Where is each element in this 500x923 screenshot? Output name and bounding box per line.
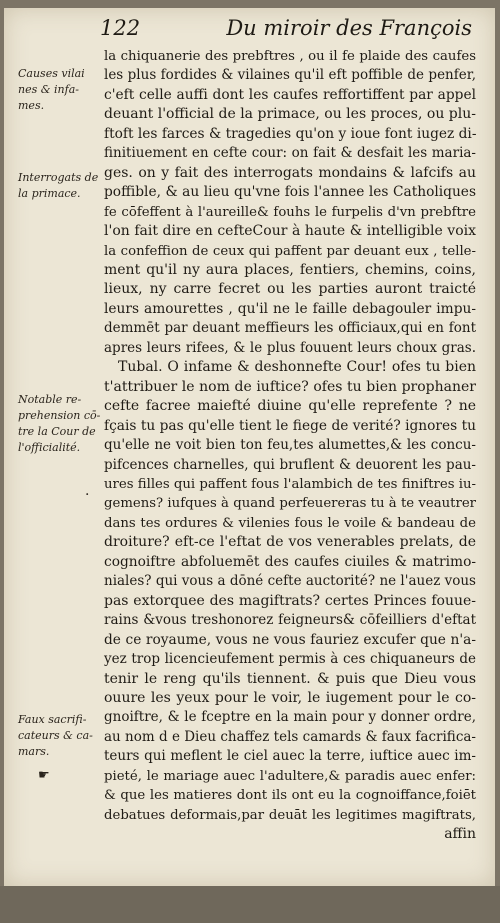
page-header [100, 14, 472, 44]
text-line: la confeffion de ceux qui paffent par deuant eux , telle- [104, 243, 476, 259]
text-line: pifcences charnelles, qui bruflent & deuorent les pau- [104, 456, 476, 473]
scan-background [0, 886, 500, 923]
marginal-line: prehension cō- [18, 409, 101, 422]
marginal-line: mars. [18, 745, 50, 758]
text-line: c'eft celle auffi dont les caufes reffortiffent par appel [104, 86, 476, 103]
text-line: qu'elle ne voit bien ton feu,tes alumettes,& les concu- [104, 437, 476, 454]
marginal-note-causes [18, 66, 104, 114]
margin-dot: · [85, 487, 90, 503]
catchword: affin [444, 826, 476, 843]
text-line: gnoiftre, & le fceptre en la main pour y donner ordre, [104, 709, 476, 726]
marginal-line: nes & infa- [18, 83, 79, 96]
page-number: 122 [100, 16, 141, 40]
marginal-line: Notable re- [18, 393, 82, 406]
text-line: yez trop licencieufement permis à ces chiquaneurs de [104, 651, 476, 668]
text-line: ouure les yeux pour le voir, le iugement pour le co- [104, 689, 476, 706]
text-line: ures filles qui paffent fous l'alambich de tes finiftres iu- [104, 476, 476, 492]
text-line: fe cōfeffent à l'aureille& fouhs le furpelis d'vn prebftre [104, 204, 476, 220]
text-line: cognoiftre abfoluemēt des caufes ciuiles & matrimo- [104, 553, 476, 570]
text-line: l'on fait dire en cefteCour à haute & intelligible voix [104, 223, 476, 240]
body-text [104, 47, 476, 845]
text-line: ftoft les farces & tragedies qu'on y ioue font iugez di- [104, 125, 477, 142]
text-line: debatues deformais,par deuāt les legitimes magiftrats, [104, 807, 476, 823]
marginal-line: mes. [18, 99, 45, 112]
text-line: les plus fordides & vilaines qu'il eft poffible de penfer, [104, 67, 476, 84]
marginal-line: cateurs & ca- [18, 729, 93, 742]
text-line: poffible, & au lieu qu'vne fois l'annee les Catholiques [104, 184, 476, 201]
text-line: Tubal. O infame & deshonnefte Cour! ofes tu bien [118, 359, 476, 376]
text-line: demmēt par deuant meffieurs les officiaux,qui en font [104, 320, 476, 337]
marginal-line: l'officialité. [18, 441, 81, 454]
marginal-line: Causes vilai [18, 67, 85, 80]
marginal-note-interrogats [18, 170, 104, 202]
text-line: & que les matieres dont ils ont eu la cognoiffance,foiēt [104, 788, 476, 804]
pointing-hand-icon: ☛ [38, 768, 50, 783]
text-line: ment qu'il ny aura places, fentiers, chemins, coins, [104, 261, 476, 278]
text-line: dans tes ordures & vilenies fous le voile & bandeau de [104, 515, 476, 531]
marginal-line: Interrogats de [18, 171, 99, 184]
text-line: niales? qui vous a dōné cefte auctorité? ne l'auez vous [104, 573, 476, 590]
marginal-line: la primace. [18, 187, 81, 200]
text-line: finitiuement en cefte cour: on fait & desfait les maria- [104, 145, 476, 162]
marginal-note-faux-sacrificateurs [18, 712, 104, 760]
text-line: pieté, le mariage auec l'adultere,& paradis auec enfer: [104, 768, 476, 784]
text-line: droiture? eft-ce l'eftat de vos venerables prelats, de [104, 534, 476, 551]
text-line: fçais tu pas qu'elle tient le fiege de verité? ignores tu [104, 417, 476, 434]
text-line: gemens? iufques à quand perfeuereras tu à te veautrer [104, 496, 476, 512]
text-line: rains &vous treshonorez feigneurs& cōfeilliers d'eftat [104, 612, 476, 629]
text-line: au nom d e Dieu chaffez tels camards & faux facrifica- [104, 728, 476, 745]
marginal-line: tre la Cour de [18, 425, 96, 438]
marginal-note-reprehension [18, 392, 104, 456]
text-line: pas extorquee des magiftrats? certes Princes fouue- [104, 592, 476, 609]
text-line: ges. on y fait des interrogats mondains & lafcifs au [104, 164, 476, 181]
text-line: la chiquanerie des prebftres , ou il fe plaide des caufes [104, 49, 476, 64]
text-line: de ce royaume, vous ne vous fauriez excufer que n'a- [104, 631, 476, 648]
running-title: Du miroir des François [226, 16, 472, 40]
text-line: deuant l'official de la primace, ou les proces, ou plu- [104, 106, 476, 123]
text-line: tenir le reng qu'ils tiennent. & puis que Dieu vous [104, 670, 476, 687]
text-line: lieux, ny carre fecret ou les parties auront traicté [104, 281, 476, 298]
text-line: cefte facree maiefté diuine qu'elle reprefente ? ne [104, 398, 476, 415]
text-line: apres leurs rifees, & le plus fouuent leurs choux gras. [104, 339, 476, 356]
text-line: leurs amourettes , qu'il ne le faille debagouler impu- [104, 300, 476, 317]
text-line: teurs qui meflent le ciel auec la terre, iuftice auec im- [104, 748, 476, 765]
marginal-line: Faux sacrifi- [18, 713, 87, 726]
text-line: t'attribuer le nom de iuftice? ofes tu bien prophaner [104, 378, 476, 395]
